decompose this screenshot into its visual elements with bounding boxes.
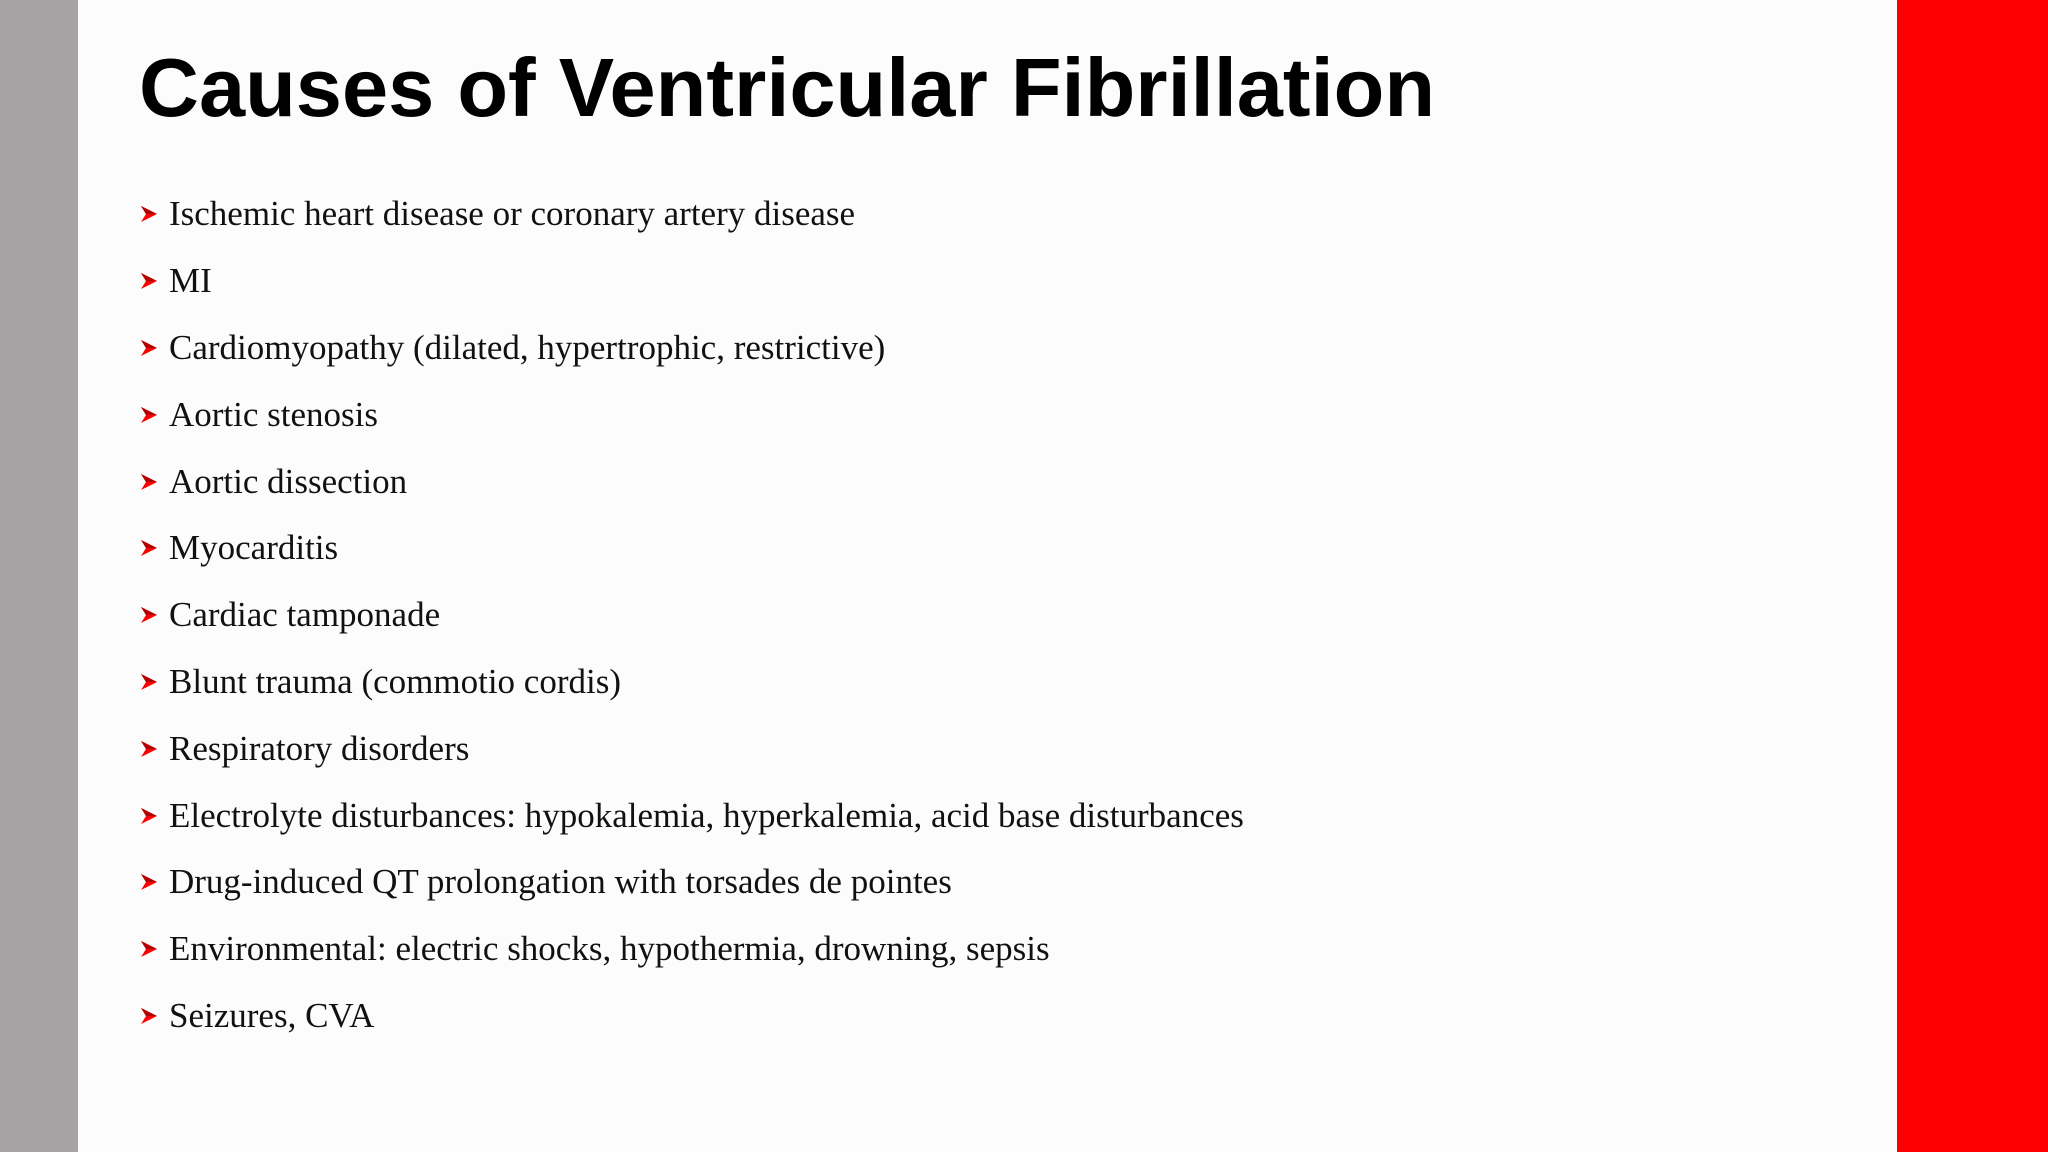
arrowhead-bullet-icon bbox=[139, 938, 159, 960]
bullet-item bbox=[139, 983, 1244, 1050]
arrowhead-bullet-icon bbox=[139, 404, 159, 426]
bullet-text: Respiratory disorders bbox=[169, 728, 470, 768]
arrowhead-bullet-icon bbox=[139, 871, 159, 893]
bullet-list bbox=[139, 181, 1244, 1049]
bullet-text: Myocarditis bbox=[169, 528, 339, 568]
bullet-item bbox=[139, 916, 1244, 983]
bullet-text: Seizures, CVA bbox=[169, 995, 375, 1035]
bullet-item bbox=[139, 248, 1244, 315]
bullet-item bbox=[139, 515, 1244, 582]
arrowhead-bullet-icon bbox=[139, 270, 159, 292]
bullet-text: Cardiomyopathy (dilated, hypertrophic, restrictive) bbox=[169, 327, 886, 367]
bullet-item bbox=[139, 381, 1244, 448]
bullet-item bbox=[139, 315, 1244, 382]
arrowhead-bullet-icon bbox=[139, 738, 159, 760]
bullet-text: Drug-induced QT prolongation with torsades de pointes bbox=[169, 862, 952, 902]
arrowhead-bullet-icon bbox=[139, 1005, 159, 1027]
bullet-item bbox=[139, 181, 1244, 248]
bullet-text: Ischemic heart disease or coronary artery disease bbox=[169, 194, 856, 234]
bullet-item bbox=[139, 849, 1244, 916]
bullet-text: Electrolyte disturbances: hypokalemia, hyperkalemia, acid base disturbances bbox=[169, 795, 1244, 835]
bullet-text: Aortic stenosis bbox=[169, 394, 379, 434]
arrowhead-bullet-icon bbox=[139, 203, 159, 225]
bullet-text: MI bbox=[169, 261, 212, 301]
arrowhead-bullet-icon bbox=[139, 671, 159, 693]
bullet-text: Cardiac tamponade bbox=[169, 595, 441, 635]
bullet-item bbox=[139, 448, 1244, 515]
bullet-item bbox=[139, 715, 1244, 782]
left-gray-band bbox=[0, 0, 78, 1152]
arrowhead-bullet-icon bbox=[139, 337, 159, 359]
bullet-text: Aortic dissection bbox=[169, 461, 408, 501]
arrowhead-bullet-icon bbox=[139, 471, 159, 493]
slide-title: Causes of Ventricular Fibrillation bbox=[139, 41, 1436, 134]
bullet-text: Environmental: electric shocks, hypothermia, drowning, sepsis bbox=[169, 929, 1050, 969]
arrowhead-bullet-icon bbox=[139, 537, 159, 559]
right-red-band bbox=[1897, 0, 2048, 1152]
arrowhead-bullet-icon bbox=[139, 805, 159, 827]
bullet-item bbox=[139, 782, 1244, 849]
bullet-item bbox=[139, 582, 1244, 649]
arrowhead-bullet-icon bbox=[139, 604, 159, 626]
bullet-text: Blunt trauma (commotio cordis) bbox=[169, 661, 621, 701]
bullet-item bbox=[139, 649, 1244, 716]
